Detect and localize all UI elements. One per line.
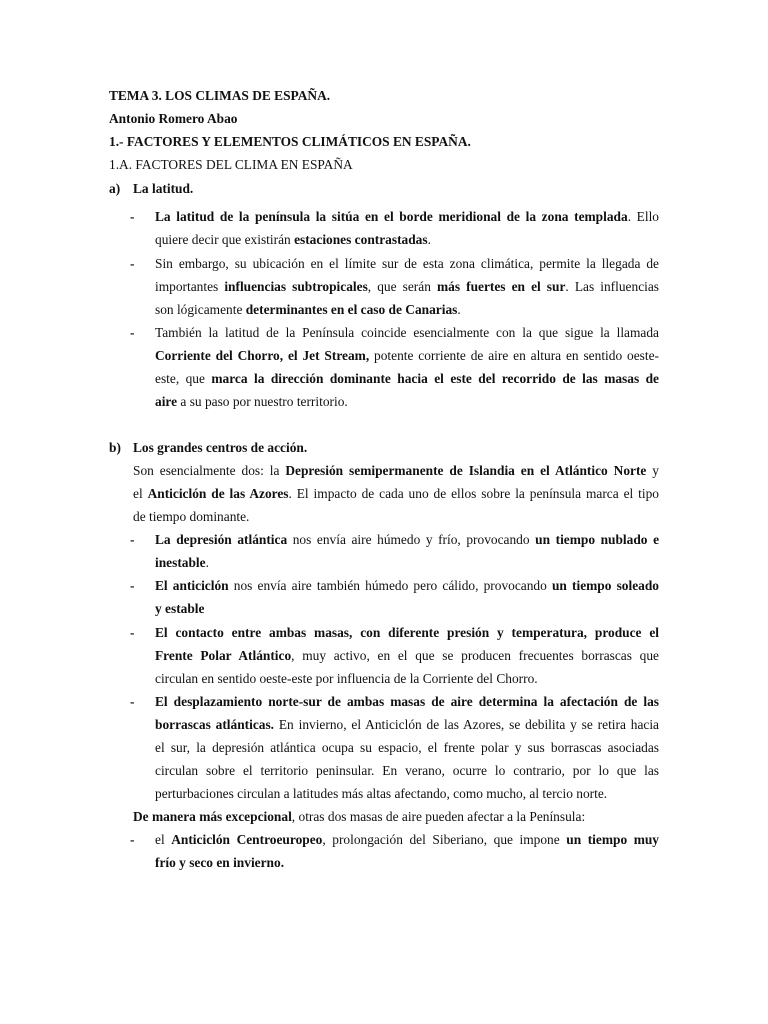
document-title: TEMA 3. LOS CLIMAS DE ESPAÑA. — [109, 88, 331, 103]
section-heading-1a: 1.A. FACTORES DEL CLIMA EN ESPAÑA — [109, 157, 353, 172]
subsection-a-label: a) — [109, 181, 121, 196]
subsection-a-title: La latitud. — [133, 181, 194, 196]
paragraph-line: inestable. — [155, 555, 209, 570]
bullet-dash: - — [130, 578, 135, 593]
bullet-dash: - — [130, 832, 135, 847]
paragraph-line: quiere decir que existirán estaciones contrastadas. — [155, 232, 431, 247]
paragraph-line: perturbaciones circulan a latitudes más altas afectando, como mucho, al tercio norte. — [155, 786, 608, 801]
bullet-dash: - — [130, 694, 135, 709]
paragraph-line: Sin embargo, su ubicación en el límite sur de esta zona climática, permite la llegada de — [155, 256, 659, 271]
paragraph-line: el sur, la depresión atlántica ocupa su espacio, el frente polar y sus borrascas asociadas — [155, 740, 659, 755]
paragraph-line: importantes influencias subtropicales, que serán más fuertes en el sur. Las influencias — [155, 279, 660, 294]
section-heading-1: 1.- FACTORES Y ELEMENTOS CLIMÁTICOS EN ESPAÑA. — [109, 134, 471, 149]
bullet-dash: - — [130, 209, 135, 224]
bullet-dash: - — [130, 625, 135, 640]
paragraph-line: borrascas atlánticas. En invierno, el Anticiclón de las Azores, se debilita y se retira hacia — [155, 717, 660, 732]
paragraph-line: el Anticiclón de las Azores. El impacto de cada uno de ellos sobre la península marca el tipo — [133, 486, 659, 501]
paragraph-line: Son esencialmente dos: la Depresión semipermanente de Islandia en el Atlántico Norte y — [133, 463, 660, 478]
paragraph-line: frío y seco en invierno. — [155, 855, 285, 870]
paragraph-line: circulan sobre el territorio peninsular. En verano, ocurre lo contrario, por lo que las — [155, 763, 659, 778]
document-author: Antonio Romero Abao — [109, 111, 238, 126]
subsection-b-label: b) — [109, 440, 121, 455]
paragraph-line: De manera más excepcional, otras dos masas de aire pueden afectar a la Península: — [133, 809, 586, 824]
paragraph-line: La latitud de la península la sitúa en el borde meridional de la zona templada. Ello — [155, 209, 660, 224]
paragraph-line: El contacto entre ambas masas, con diferente presión y temperatura, produce el — [155, 625, 659, 640]
paragraph-line: El desplazamiento norte-sur de ambas masas de aire determina la afectación de las — [155, 694, 659, 709]
paragraph-line: y estable — [155, 601, 205, 616]
paragraph-line: Frente Polar Atlántico, muy activo, en el que se producen frecuentes borrascas que — [155, 648, 659, 663]
paragraph-line: La depresión atlántica nos envía aire húmedo y frío, provocando un tiempo nublado e — [155, 532, 660, 547]
paragraph-line: circulan en sentido oeste-este por influencia de la Corriente del Chorro. — [155, 671, 538, 686]
paragraph-line: de tiempo dominante. — [133, 509, 250, 524]
paragraph-line: son lógicamente determinantes en el caso de Canarias. — [155, 302, 461, 317]
bullet-dash: - — [130, 256, 135, 271]
paragraph-line: aire a su paso por nuestro territorio. — [155, 394, 348, 409]
bullet-dash: - — [130, 325, 135, 340]
paragraph-line: el Anticiclón Centroeuropeo, prolongación del Siberiano, que impone un tiempo muy — [155, 832, 660, 847]
paragraph-line: Corriente del Chorro, el Jet Stream, potente corriente de aire en altura en sentido oeste- — [155, 348, 659, 363]
paragraph-line: este, que marca la dirección dominante hacia el este del recorrido de las masas de — [155, 371, 659, 386]
bullet-dash: - — [130, 532, 135, 547]
subsection-b-title: Los grandes centros de acción. — [133, 440, 308, 455]
paragraph-line: El anticiclón nos envía aire también húmedo pero cálido, provocando un tiempo soleado — [155, 578, 659, 593]
paragraph-line: También la latitud de la Península coincide esencialmente con la que sigue la llamada — [155, 325, 659, 340]
